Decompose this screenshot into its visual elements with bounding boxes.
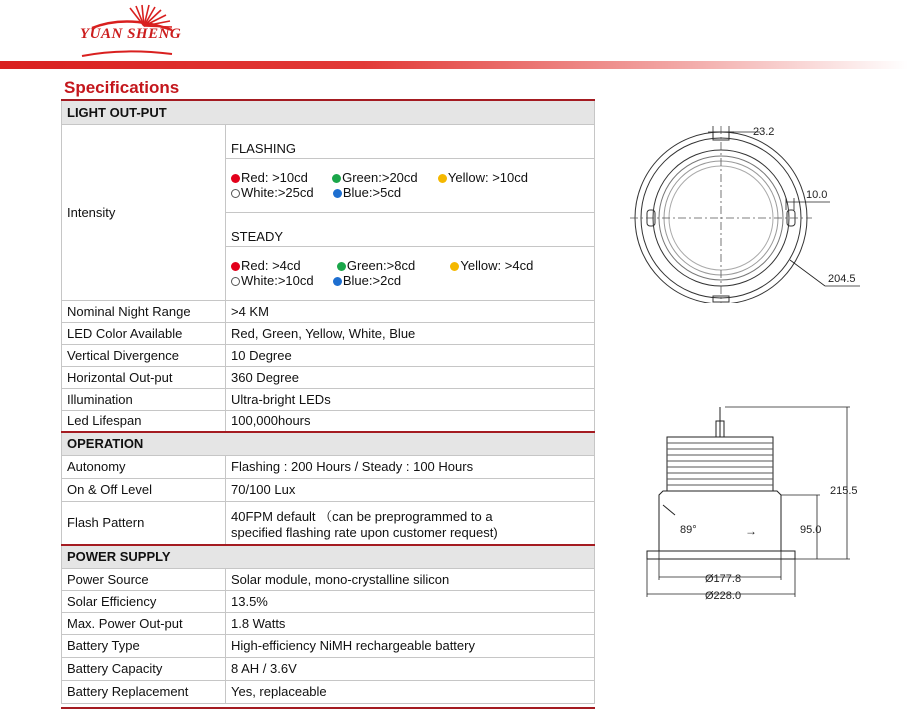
spec-row — [62, 388, 595, 410]
spec-row — [62, 680, 595, 703]
header-bar — [0, 61, 908, 69]
spec-value-line: specified flashing rate upon customer request) — [231, 524, 498, 540]
steady-title: STEADY — [226, 212, 595, 246]
spec-value: Flashing : 200 Hours / Steady : 100 Hours — [226, 455, 595, 478]
spec-row — [62, 478, 595, 501]
spec-value: 8 AH / 3.6V — [226, 657, 595, 680]
dim-height-label: 215.5 — [830, 485, 858, 497]
section-header-power — [62, 545, 595, 568]
dim-notch-label: 10.0 — [806, 189, 828, 201]
yellow-dot-icon — [438, 174, 447, 183]
section-header-light — [62, 100, 595, 124]
spec-label: Battery Replacement — [62, 680, 226, 703]
spec-row — [62, 366, 595, 388]
steady-white: White:>10cd — [241, 272, 314, 288]
spec-value: Red, Green, Yellow, White, Blue — [226, 322, 595, 344]
spec-value — [226, 501, 595, 545]
spec-row — [62, 634, 595, 657]
steady-red: Red: >4cd — [241, 257, 301, 273]
page-title: Specifications — [64, 78, 180, 97]
spec-label: Autonomy — [62, 455, 226, 478]
intensity-label: Intensity — [62, 124, 226, 300]
steady-yellow: Yellow: >4cd — [460, 257, 534, 273]
spec-row — [62, 455, 595, 478]
spec-label: Vertical Divergence — [62, 344, 226, 366]
spec-value: >4 KM — [226, 300, 595, 322]
section-title: OPERATION — [62, 432, 595, 455]
spec-label: Max. Power Out-put — [62, 612, 226, 634]
flash-white: White:>25cd — [241, 184, 314, 200]
flashing-values — [226, 158, 595, 212]
spec-label: Flash Pattern — [62, 501, 226, 545]
spec-value: 10 Degree — [226, 344, 595, 366]
spec-row — [62, 322, 595, 344]
spec-value: High-efficiency NiMH rechargeable battery — [226, 634, 595, 657]
brand-name: YUAN SHENG — [80, 26, 182, 42]
spec-value: 70/100 Lux — [226, 478, 595, 501]
spec-value: Ultra-bright LEDs — [226, 388, 595, 410]
green-dot-icon — [332, 174, 341, 183]
spec-label: LED Color Available — [62, 322, 226, 344]
arrow-icon: → — [745, 524, 757, 538]
dim-angle-label: 89° — [680, 524, 697, 536]
green-dot-icon — [337, 262, 346, 271]
spec-value: 13.5% — [226, 590, 595, 612]
flashing-title: FLASHING — [226, 124, 595, 158]
blue-dot-icon — [333, 189, 342, 198]
spec-row — [62, 568, 595, 590]
dim-diameter-label: 204.5 — [828, 273, 856, 285]
spec-value: Yes, replaceable — [226, 680, 595, 703]
section-title: LIGHT OUT-PUT — [62, 100, 595, 124]
steady-green: Green:>8cd — [346, 257, 416, 273]
flash-blue: Blue:>5cd — [342, 184, 402, 200]
top-view-drawing — [620, 118, 870, 303]
flash-red: Red: >10cd — [241, 169, 308, 185]
spec-row — [62, 501, 595, 545]
spec-label: Horizontal Out-put — [62, 366, 226, 388]
blue-dot-icon — [333, 277, 342, 286]
steady-blue: Blue:>2cd — [342, 272, 402, 288]
spec-row — [62, 657, 595, 680]
flash-yellow: Yellow: >10cd — [447, 169, 528, 185]
side-view-drawing — [625, 405, 875, 605]
spec-value: 1.8 Watts — [226, 612, 595, 634]
white-dot-icon — [231, 189, 240, 198]
spec-row — [62, 410, 595, 432]
steady-values — [226, 246, 595, 300]
spec-value: 100,000hours — [226, 410, 595, 432]
spec-value: 360 Degree — [226, 366, 595, 388]
red-dot-icon — [231, 174, 240, 183]
spec-row — [62, 300, 595, 322]
red-dot-icon — [231, 262, 240, 271]
spec-row — [62, 612, 595, 634]
spec-label: Power Source — [62, 568, 226, 590]
flash-green: Green:>20cd — [342, 169, 418, 185]
dim-inner-dia-label: Ø177.8 — [705, 573, 742, 585]
spec-row — [62, 344, 595, 366]
table-bottom-rule — [61, 707, 595, 709]
spec-label: Battery Capacity — [62, 657, 226, 680]
spec-label: Led Lifespan — [62, 410, 226, 432]
spec-row — [62, 590, 595, 612]
section-title: POWER SUPPLY — [62, 545, 595, 568]
dim-outer-dia-label: Ø228.0 — [705, 590, 742, 602]
spec-table — [61, 99, 595, 704]
spec-label: On & Off Level — [62, 478, 226, 501]
dim-slot-label: 23.2 — [753, 126, 775, 138]
spec-label: Solar Efficiency — [62, 590, 226, 612]
spec-value: Solar module, mono-crystalline silicon — [226, 568, 595, 590]
spec-value-line: 40FPM default （can be preprogrammed to a — [231, 508, 493, 524]
yellow-dot-icon — [450, 262, 459, 271]
section-header-operation — [62, 432, 595, 455]
spec-label: Battery Type — [62, 634, 226, 657]
white-dot-icon — [231, 277, 240, 286]
spec-label: Illumination — [62, 388, 226, 410]
spec-label: Nominal Night Range — [62, 300, 226, 322]
dim-base-height-label: 95.0 — [800, 524, 822, 536]
